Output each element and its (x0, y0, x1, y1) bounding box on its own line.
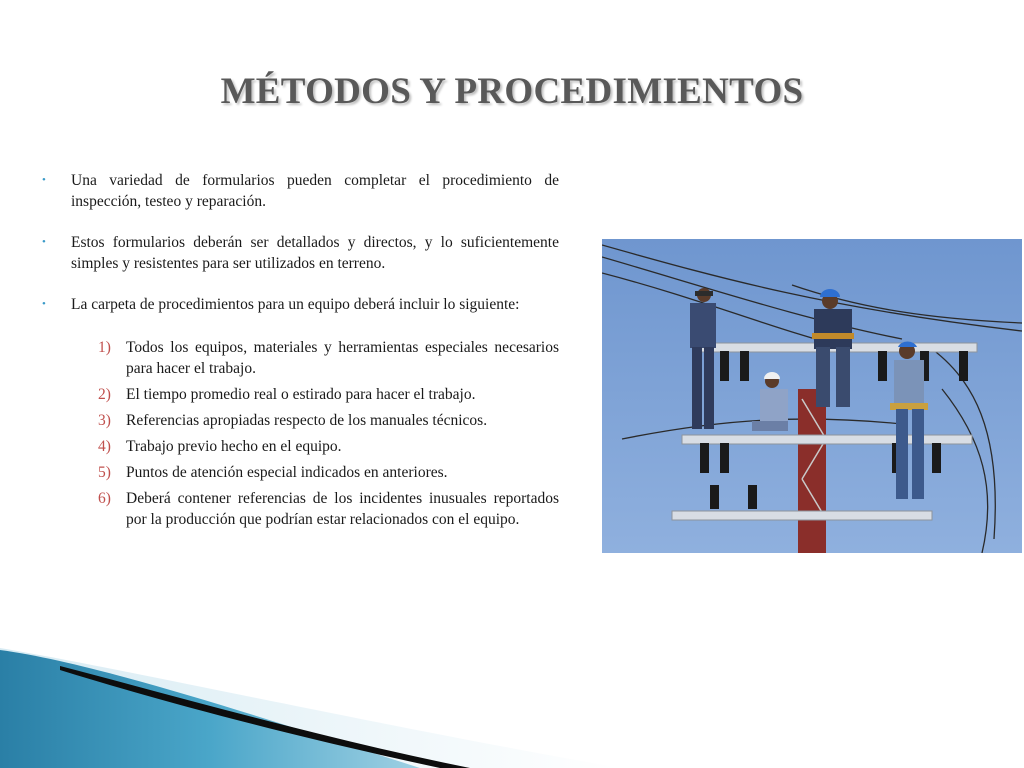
bullet-text: Una variedad de formularios pueden completar el procedimiento de inspección, testeo y reparación. (71, 172, 559, 210)
bullet-item (42, 170, 559, 212)
item-text: Referencias apropiadas respecto de los manuales técnicos. (126, 412, 488, 429)
item-text: El tiempo promedio real o estirado para hacer el trabajo. (126, 386, 476, 403)
item-number: 5) (98, 464, 111, 481)
item-number: 4) (98, 438, 111, 455)
item-text: Puntos de atención especial indicados en anteriores. (126, 464, 448, 481)
numbered-item (98, 462, 559, 483)
slide-title: MÉTODOS Y PROCEDIMIENTOS (220, 71, 804, 112)
numbered-item (98, 436, 559, 457)
numbered-list (98, 337, 559, 530)
item-number: 1) (98, 339, 111, 356)
bullet-item (42, 232, 559, 274)
bullet-icon: • (42, 174, 46, 186)
decorative-swoosh (0, 630, 1024, 768)
numbered-item (98, 410, 559, 431)
bullet-text: La carpeta de procedimientos para un equipo deberá incluir lo siguiente: (71, 296, 520, 313)
bullet-item (42, 294, 559, 315)
item-text: Todos los equipos, materiales y herramientas especiales necesarios para hacer el trabajo. (126, 339, 559, 377)
numbered-item (98, 488, 559, 530)
item-text: Deberá contener referencias de los incidentes inusuales reportados por la producción que podrían estar relacionados con el equipo. (126, 490, 559, 528)
item-text: Trabajo previo hecho en el equipo. (126, 438, 342, 455)
item-number: 2) (98, 386, 111, 403)
bullet-text: Estos formularios deberán ser detallados y directos, y lo suficientemente simples y resistentes para ser utilizados en terreno. (71, 234, 559, 272)
bullet-icon: • (42, 236, 46, 248)
item-number: 6) (98, 490, 111, 507)
slide-body (42, 170, 559, 535)
item-number: 3) (98, 412, 111, 429)
linemen-on-power-pole-icon (602, 239, 1022, 553)
numbered-item (98, 337, 559, 379)
numbered-item (98, 384, 559, 405)
bullet-icon: • (42, 298, 46, 310)
linemen-photo (602, 239, 1022, 553)
